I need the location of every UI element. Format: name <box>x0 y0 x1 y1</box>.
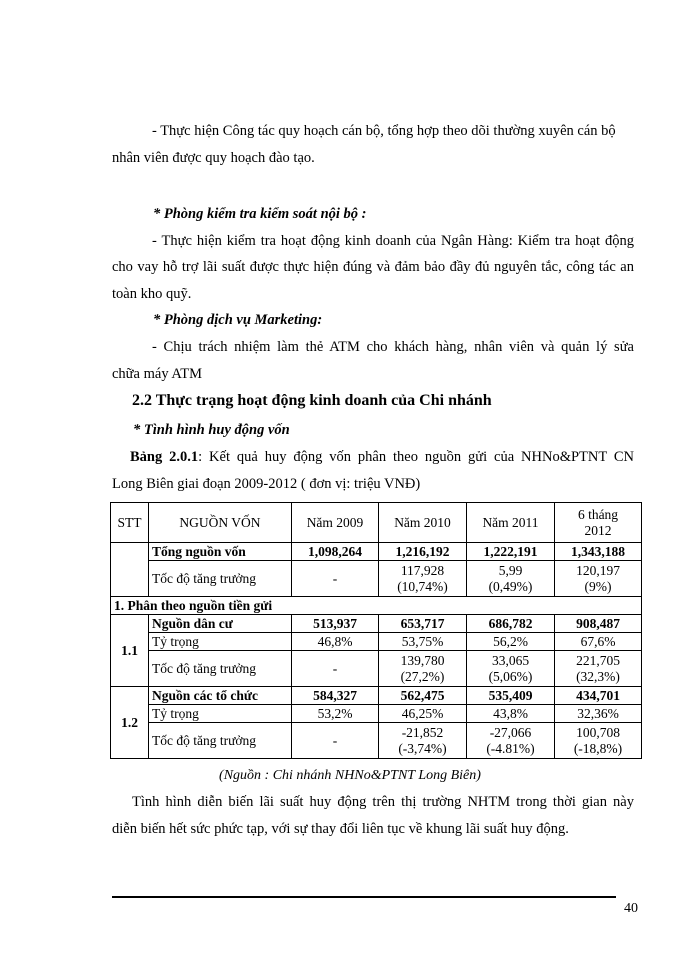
subheading-kiem-tra: * Phòng kiểm tra kiểm soát nội bộ : <box>153 206 367 222</box>
cell: - <box>292 723 379 759</box>
header-stt: STT <box>111 503 149 543</box>
cell: 1,343,188 <box>555 543 642 561</box>
row-label: Tốc độ tăng trưởng <box>149 561 292 597</box>
cell: 117,928 (10,74%) <box>379 561 467 597</box>
paragraph-line: diễn biến hết sức phức tạp, với sự thay đổi liên tục về khung lãi suất huy động. <box>112 821 569 837</box>
table-row-to-chuc-share <box>111 705 642 723</box>
cell: 53,75% <box>379 633 467 651</box>
cell: 32,36% <box>555 705 642 723</box>
table-row-total <box>111 543 642 561</box>
table-row-to-chuc-growth <box>111 723 642 759</box>
table-caption-line2: Long Biên giai đoạn 2009-2012 ( đơn vị: triệu VNĐ) <box>112 476 421 492</box>
cell: 120,197 (9%) <box>555 561 642 597</box>
footer-rule <box>112 896 616 898</box>
header-2009: Năm 2009 <box>292 503 379 543</box>
section-label: 1. Phân theo nguồn tiền gửi <box>111 597 642 615</box>
cell: 562,475 <box>379 687 467 705</box>
section-title: 2.2 Thực trạng hoạt động kinh doanh của Chi nhánh <box>132 392 492 409</box>
table-caption-text: : Kết quả huy động vốn phân theo nguồn gửi của NHNo&PTNT CN <box>198 449 634 465</box>
cell: - <box>292 561 379 597</box>
header-2010: Năm 2010 <box>379 503 467 543</box>
stt-cell: 1.2 <box>111 687 149 759</box>
row-label: Nguồn các tổ chức <box>149 687 292 705</box>
cell: - <box>292 651 379 687</box>
table-header-row <box>111 503 642 543</box>
cell: 513,937 <box>292 615 379 633</box>
cell: 1,222,191 <box>467 543 555 561</box>
cell: 67,6% <box>555 633 642 651</box>
row-label: Tỷ trọng <box>149 705 292 723</box>
table-row-dan-cu <box>111 615 642 633</box>
header-nguon-von: NGUỒN VỐN <box>149 503 292 543</box>
cell: 686,782 <box>467 615 555 633</box>
cell: 221,705 (32,3%) <box>555 651 642 687</box>
table-row-to-chuc <box>111 687 642 705</box>
table-row-dan-cu-share <box>111 633 642 651</box>
cell: -27,066 (-4.81%) <box>467 723 555 759</box>
row-label: Tỷ trọng <box>149 633 292 651</box>
cell: 5,99 (0,49%) <box>467 561 555 597</box>
header-2011: Năm 2011 <box>467 503 555 543</box>
cell: 434,701 <box>555 687 642 705</box>
capital-table <box>110 502 642 759</box>
row-label: Tốc độ tăng trưởng <box>149 723 292 759</box>
row-label: Tổng nguồn vốn <box>149 543 292 561</box>
paragraph-line: - Thực hiện kiểm tra hoạt động kinh doanh của Ngân Hàng: Kiểm tra hoạt động <box>152 233 634 249</box>
cell: 43,8% <box>467 705 555 723</box>
cell: -21,852 (-3,74%) <box>379 723 467 759</box>
cell: 139,780 (27,2%) <box>379 651 467 687</box>
row-label: Tốc độ tăng trưởng <box>149 651 292 687</box>
subheading-marketing: * Phòng dịch vụ Marketing: <box>153 312 323 328</box>
subheading-huy-dong: * Tình hình huy động vốn <box>133 422 290 438</box>
cell: 653,717 <box>379 615 467 633</box>
paragraph-line: cho vay hỗ trợ lãi suất được thực hiện đúng và đảm bảo đầy đủ nguyên tắc, công tác an <box>112 259 634 275</box>
table-row-dan-cu-growth <box>111 651 642 687</box>
stt-cell <box>111 543 149 597</box>
paragraph-line: Tình hình diễn biến lãi suất huy động trên thị trường NHTM trong thời gian này <box>132 794 634 810</box>
table-caption <box>130 450 634 465</box>
paragraph-line: - Chịu trách nhiệm làm thẻ ATM cho khách hàng, nhân viên và quản lý sửa <box>152 339 634 355</box>
table-row-total-growth <box>111 561 642 597</box>
table-caption-label: Bảng 2.0.1 <box>130 449 199 465</box>
cell: 535,409 <box>467 687 555 705</box>
paragraph-line: chữa máy ATM <box>112 366 203 382</box>
cell: 100,708 (-18,8%) <box>555 723 642 759</box>
table-section-row <box>111 597 642 615</box>
cell: 53,2% <box>292 705 379 723</box>
cell: 584,327 <box>292 687 379 705</box>
cell: 33,065 (5,06%) <box>467 651 555 687</box>
stt-cell: 1.1 <box>111 615 149 687</box>
cell: 1,216,192 <box>379 543 467 561</box>
paragraph-line: toàn kho quỹ. <box>112 286 192 302</box>
cell: 56,2% <box>467 633 555 651</box>
paragraph-line: - Thực hiện Công tác quy hoạch cán bộ, tổng hợp theo dõi thường xuyên cán bộ <box>152 123 616 139</box>
page-number: 40 <box>624 901 638 916</box>
cell: 1,098,264 <box>292 543 379 561</box>
row-label: Nguồn dân cư <box>149 615 292 633</box>
table-source: (Nguồn : Chi nhánh NHNo&PTNT Long Biên) <box>219 768 481 783</box>
paragraph-line: nhân viên được quy hoạch đào tạo. <box>112 150 315 166</box>
header-2012: 6 tháng 2012 <box>555 503 642 543</box>
cell: 46,8% <box>292 633 379 651</box>
cell: 908,487 <box>555 615 642 633</box>
cell: 46,25% <box>379 705 467 723</box>
